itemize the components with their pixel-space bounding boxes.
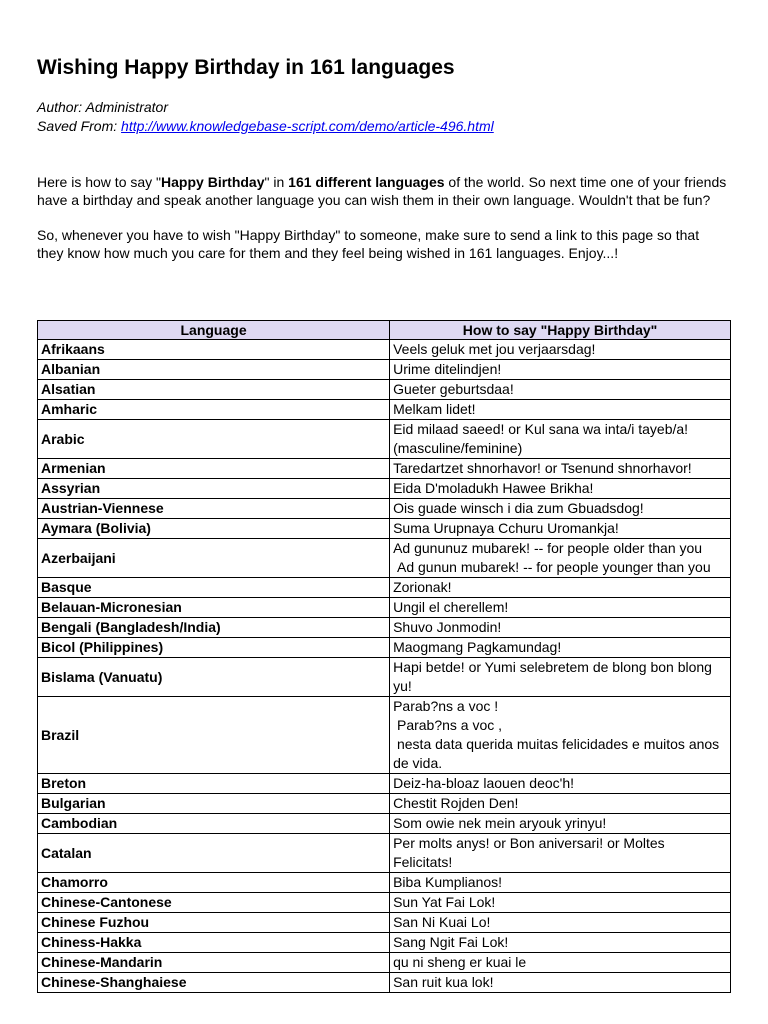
greeting-line: Per molts anys! or Bon aniversari! or Moltes Felicitats! xyxy=(393,835,669,870)
greeting-column-header: How to say "Happy Birthday" xyxy=(390,321,731,340)
language-cell: Chiness-Hakka xyxy=(38,933,390,953)
language-cell: Arabic xyxy=(38,420,390,459)
greeting-line: Chestit Rojden Den! xyxy=(393,795,519,811)
greeting-cell xyxy=(390,400,731,420)
table-row xyxy=(38,893,731,913)
greeting-cell xyxy=(390,360,731,380)
greeting-cell xyxy=(390,873,731,893)
greeting-line: Ad gununuz mubarek! -- for people older than you xyxy=(393,540,703,556)
greeting-line: Ungil el cherellem! xyxy=(393,599,509,615)
language-cell: Chinese Fuzhou xyxy=(38,913,390,933)
language-cell: Belauan-Micronesian xyxy=(38,598,390,618)
table-row xyxy=(38,479,731,499)
language-count-emphasis: 161 different languages xyxy=(288,174,445,190)
greeting-line: San Ni Kuai Lo! xyxy=(393,914,491,930)
table-row xyxy=(38,618,731,638)
greeting-cell xyxy=(390,380,731,400)
greeting-cell xyxy=(390,933,731,953)
table-row xyxy=(38,834,731,873)
greeting-cell xyxy=(390,340,731,360)
greeting-line: Shuvo Jonmodin! xyxy=(393,619,502,635)
language-cell: Bulgarian xyxy=(38,794,390,814)
table-row xyxy=(38,794,731,814)
table-row xyxy=(38,539,731,578)
greeting-cell xyxy=(390,658,731,697)
language-cell: Assyrian xyxy=(38,479,390,499)
saved-from-line xyxy=(37,117,494,136)
greeting-cell xyxy=(390,913,731,933)
greeting-cell xyxy=(390,479,731,499)
greeting-line: qu ni sheng er kuai le xyxy=(393,954,527,970)
greeting-cell xyxy=(390,834,731,873)
greeting-line: Zorionak! xyxy=(393,579,452,595)
table-row xyxy=(38,360,731,380)
language-cell: Afrikaans xyxy=(38,340,390,360)
greeting-cell xyxy=(390,459,731,479)
language-cell: Albanian xyxy=(38,360,390,380)
greeting-line: Eida D'moladukh Hawee Brikha! xyxy=(393,480,594,496)
greeting-line: Biba Kumplianos! xyxy=(393,874,503,890)
language-cell: Catalan xyxy=(38,834,390,873)
table-row xyxy=(38,873,731,893)
table-row xyxy=(38,598,731,618)
table-body xyxy=(38,340,731,993)
language-cell: Aymara (Bolivia) xyxy=(38,519,390,539)
table-row xyxy=(38,933,731,953)
language-cell: Bicol (Philippines) xyxy=(38,638,390,658)
language-cell: Chinese-Cantonese xyxy=(38,893,390,913)
table-row xyxy=(38,913,731,933)
greeting-cell xyxy=(390,814,731,834)
greeting-line: Ois guade winsch i dia zum Gbuadsdog! xyxy=(393,500,644,516)
greeting-line: Parab?ns a voc ! xyxy=(393,698,499,714)
greeting-cell xyxy=(390,420,731,459)
table-header-row xyxy=(38,321,731,340)
table-row xyxy=(38,499,731,519)
greeting-line: Suma Urupnaya Cchuru Uromankja! xyxy=(393,520,619,536)
greeting-cell xyxy=(390,539,731,578)
table-row xyxy=(38,380,731,400)
language-cell: Azerbaijani xyxy=(38,539,390,578)
language-cell: Alsatian xyxy=(38,380,390,400)
greeting-line: Veels geluk met jou verjaarsdag! xyxy=(393,341,596,357)
greeting-line: Parab?ns a voc , xyxy=(393,717,503,733)
greeting-cell xyxy=(390,893,731,913)
table-row xyxy=(38,578,731,598)
greeting-cell xyxy=(390,794,731,814)
language-cell: Brazil xyxy=(38,697,390,774)
greeting-cell xyxy=(390,499,731,519)
greeting-line: nesta data querida muitas felicidades e muitos anos de vida. xyxy=(393,736,724,771)
table-row xyxy=(38,519,731,539)
language-cell: Bengali (Bangladesh/India) xyxy=(38,618,390,638)
table-row xyxy=(38,774,731,794)
greeting-cell xyxy=(390,578,731,598)
greeting-line: Urime ditelindjen! xyxy=(393,361,502,377)
languages-table xyxy=(37,320,731,993)
happy-birthday-emphasis: Happy Birthday xyxy=(161,174,265,190)
table-row xyxy=(38,814,731,834)
table-row xyxy=(38,973,731,993)
greeting-line: Sang Ngit Fai Lok! xyxy=(393,934,509,950)
greeting-cell xyxy=(390,774,731,794)
language-cell: Basque xyxy=(38,578,390,598)
language-cell: Chinese-Shanghaiese xyxy=(38,973,390,993)
intro-text xyxy=(37,173,727,279)
greeting-cell xyxy=(390,953,731,973)
greeting-cell xyxy=(390,638,731,658)
saved-from-label: Saved From: xyxy=(37,118,122,134)
greeting-cell xyxy=(390,973,731,993)
greeting-line: Hapi betde! or Yumi selebretem de blong bon blong yu! xyxy=(393,659,716,694)
document-meta xyxy=(37,98,494,136)
greeting-line: Maogmang Pagkamundag! xyxy=(393,639,562,655)
greeting-line: Melkam lidet! xyxy=(393,401,476,417)
table-row xyxy=(38,638,731,658)
greeting-line: Sun Yat Fai Lok! xyxy=(393,894,496,910)
greeting-cell xyxy=(390,519,731,539)
table-row xyxy=(38,953,731,973)
intro-paragraph-2: So, whenever you have to wish "Happy Birthday" to someone, make sure to send a link to this page so that they know how much you care for them and they feel being wished in 161 languages. Enjoy...! xyxy=(37,227,700,261)
greeting-line: Ad gunun mubarek! -- for people younger than you xyxy=(393,559,711,575)
intro-paragraph-1: Here is how to say "Happy Birthday" in 161 different languages of the world. So next time one of your friends have a birthday and speak another language you can wish them in their own language. Wouldn't that be fun? xyxy=(37,174,727,208)
greeting-line: San ruit kua lok! xyxy=(393,974,494,990)
greeting-line: Som owie nek mein aryouk yrinyu! xyxy=(393,815,607,831)
table-row xyxy=(38,459,731,479)
table-row xyxy=(38,697,731,774)
language-cell: Austrian-Viennese xyxy=(38,499,390,519)
language-column-header: Language xyxy=(38,321,390,340)
table-row xyxy=(38,420,731,459)
document-title: Wishing Happy Birthday in 161 languages xyxy=(37,56,455,79)
language-cell: Chinese-Mandarin xyxy=(38,953,390,973)
table-row xyxy=(38,658,731,697)
language-cell: Chamorro xyxy=(38,873,390,893)
language-cell: Amharic xyxy=(38,400,390,420)
language-cell: Cambodian xyxy=(38,814,390,834)
greeting-line: Deiz-ha-bloaz laouen deoc'h! xyxy=(393,775,574,791)
source-link[interactable]: http://www.knowledgebase-script.com/demo/article-496.html xyxy=(121,118,494,134)
greeting-line: Gueter geburtsdaa! xyxy=(393,381,514,397)
language-cell: Bislama (Vanuatu) xyxy=(38,658,390,697)
greeting-cell xyxy=(390,598,731,618)
table-row xyxy=(38,400,731,420)
table-row xyxy=(38,340,731,360)
greeting-line: Taredartzet shnorhavor! or Tsenund shnorhavor! xyxy=(393,460,692,476)
greeting-cell xyxy=(390,697,731,774)
language-cell: Armenian xyxy=(38,459,390,479)
language-cell: Breton xyxy=(38,774,390,794)
greeting-line: Eid milaad saeed! or Kul sana wa inta/i tayeb/a! (masculine/feminine) xyxy=(393,421,692,456)
author-line: Author: Administrator xyxy=(37,99,168,115)
greeting-cell xyxy=(390,618,731,638)
